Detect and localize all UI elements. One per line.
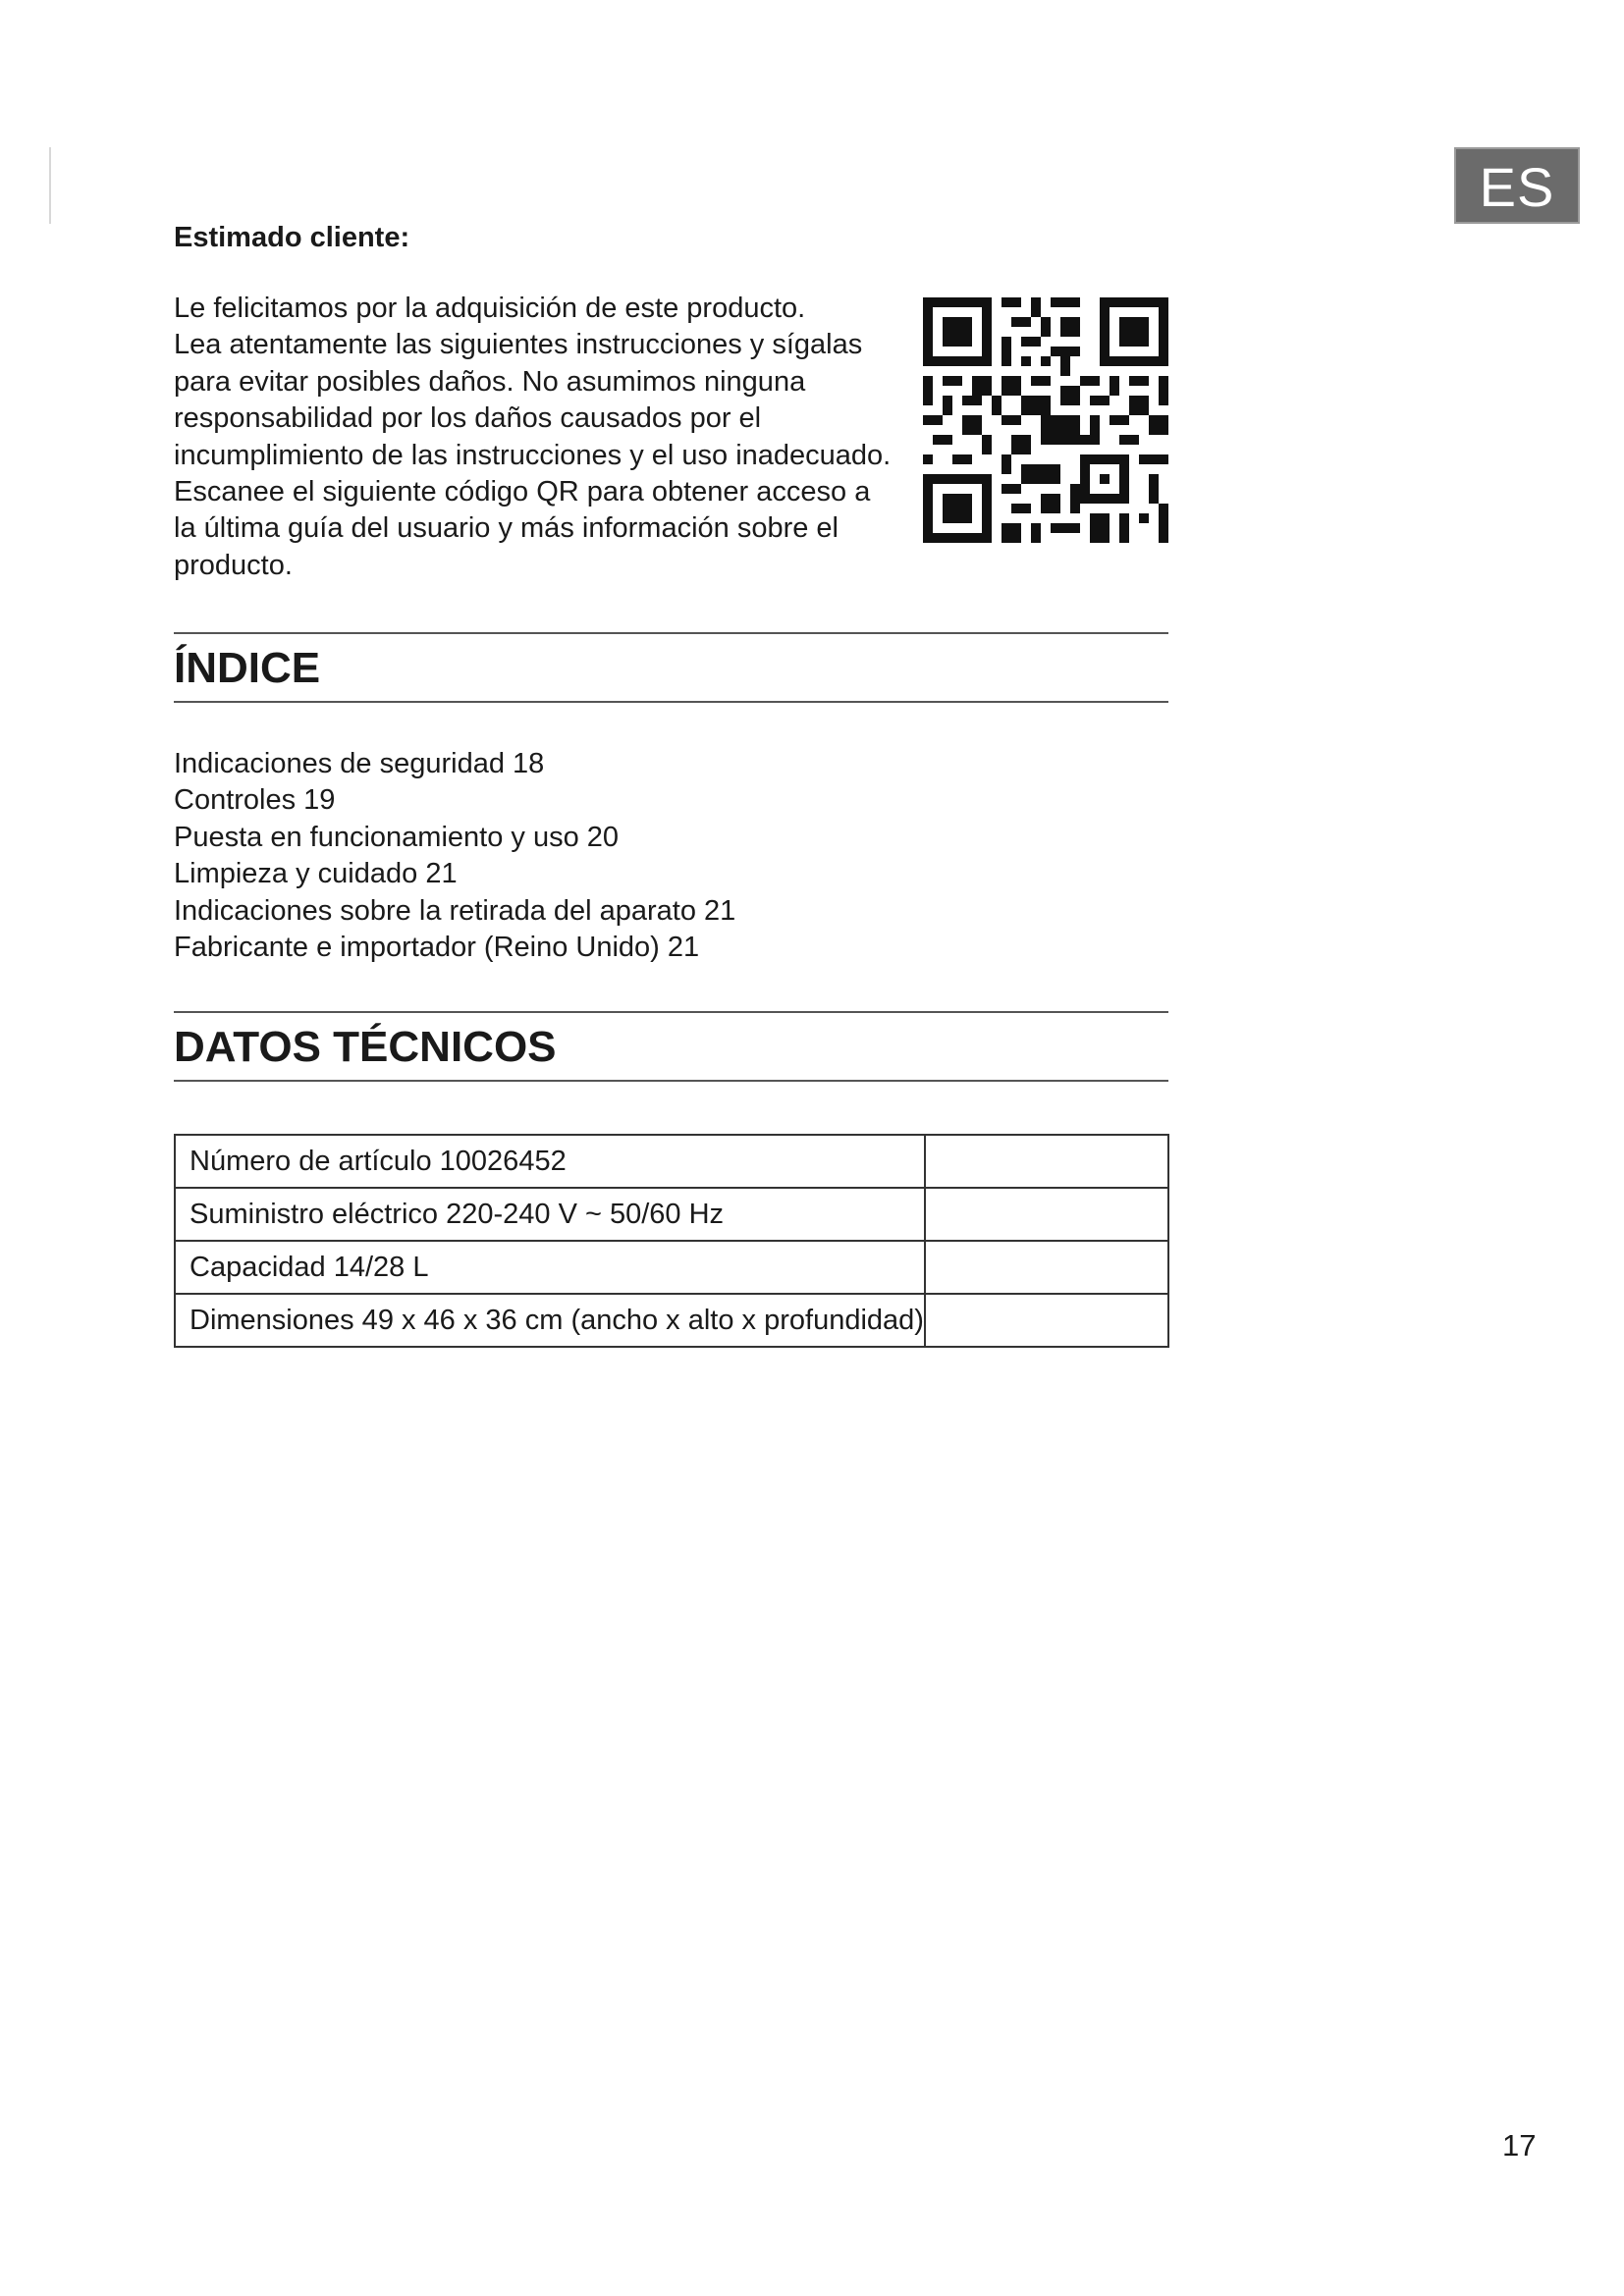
table-row <box>175 1188 1168 1241</box>
table-cell <box>925 1135 1168 1188</box>
qr-code-icon[interactable] <box>923 297 1168 543</box>
index-list <box>174 746 735 966</box>
table-row <box>175 1135 1168 1188</box>
spec-value: Capacidad 14/28 L <box>189 1251 429 1283</box>
section-rule <box>174 632 1168 634</box>
intro-line: responsabilidad por los daños causados por el <box>174 402 762 435</box>
greeting-heading: Estimado cliente: <box>174 222 410 253</box>
table-row <box>175 1294 1168 1347</box>
table-cell <box>175 1294 925 1347</box>
index-item[interactable]: Indicaciones de seguridad 18 <box>174 748 545 779</box>
index-item[interactable]: Limpieza y cuidado 21 <box>174 858 458 890</box>
section-rule <box>174 1080 1168 1082</box>
index-item[interactable]: Puesta en funcionamiento y uso 20 <box>174 821 620 853</box>
section-rule <box>174 1011 1168 1013</box>
intro-line: Lea atentamente las siguientes instrucciones y sígalas <box>174 329 863 361</box>
intro-line: Escanee el siguiente código QR para obtener acceso a <box>174 476 871 508</box>
index-title: ÍNDICE <box>174 644 321 692</box>
table-cell <box>175 1135 925 1188</box>
table-cell <box>925 1294 1168 1347</box>
intro-line: incumplimiento de las instrucciones y el uso inadecuado. <box>174 439 892 471</box>
page-number: 17 <box>1502 2128 1537 2163</box>
intro-paragraph <box>174 291 902 584</box>
intro-line: Le felicitamos por la adquisición de este producto. <box>174 293 806 324</box>
spec-value: Suministro eléctrico 220-240 V ~ 50/60 Hz <box>189 1198 725 1230</box>
table-cell <box>925 1188 1168 1241</box>
intro-line: la última guía del usuario y más información sobre el <box>174 512 839 545</box>
margin-line <box>49 147 51 224</box>
tech-data-table <box>174 1134 1169 1348</box>
intro-line: para evitar posibles daños. No asumimos ninguna <box>174 365 806 398</box>
table-row <box>175 1241 1168 1294</box>
table-cell <box>925 1241 1168 1294</box>
intro-line: producto. <box>174 549 293 581</box>
table-cell <box>175 1188 925 1241</box>
index-item[interactable]: Controles 19 <box>174 784 336 817</box>
table-cell <box>175 1241 925 1294</box>
tech-data-title: DATOS TÉCNICOS <box>174 1023 557 1071</box>
index-item[interactable]: Indicaciones sobre la retirada del aparato 21 <box>174 894 736 927</box>
section-rule <box>174 701 1168 703</box>
language-badge: ES <box>1454 147 1580 224</box>
index-item[interactable]: Fabricante e importador (Reino Unido) 21 <box>174 932 700 964</box>
spec-value: Dimensiones 49 x 46 x 36 cm (ancho x alto x profundidad) <box>189 1304 924 1336</box>
spec-value: Número de artículo 10026452 <box>189 1145 567 1177</box>
